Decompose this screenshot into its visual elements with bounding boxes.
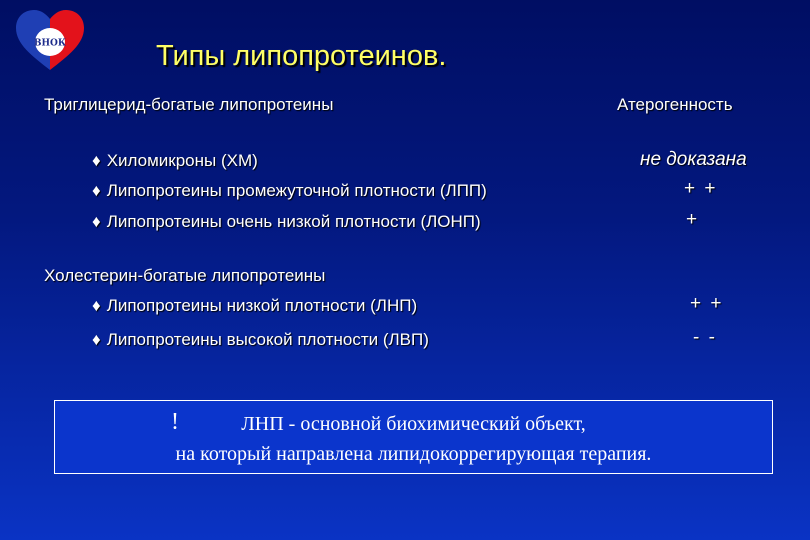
atherogenicity-value-chylomicrons: не доказана (640, 149, 747, 170)
atherogenicity-column-heading: Атерогенность (617, 95, 733, 114)
list-item-ldl (92, 296, 417, 316)
exclamation-mark: ! (171, 409, 179, 435)
item-label: Липопротеины низкой плотности (ЛНП) (106, 296, 418, 315)
atherogenicity-value-idl: + + (684, 178, 718, 199)
diamond-bullet-icon: ♦ (92, 151, 101, 170)
item-label: Липопротеины высокой плотности (ЛВП) (106, 330, 429, 349)
diamond-bullet-icon: ♦ (92, 212, 101, 231)
atherogenicity-value-vldl: + (686, 209, 700, 230)
note-line-2: на который направлена липидокоррегирующая терапия. (175, 443, 652, 465)
list-item-hdl (92, 330, 429, 350)
cholesterol-section-heading: Холестерин-богатые липопротеины (44, 266, 326, 285)
list-item-vldl (92, 212, 481, 232)
diamond-bullet-icon: ♦ (92, 330, 101, 349)
diamond-bullet-icon: ♦ (92, 181, 101, 200)
slide-title: Типы липопротеинов. (156, 40, 447, 72)
atherogenicity-value-ldl: + + (690, 293, 724, 314)
item-label: Хиломикроны (ХМ) (106, 151, 258, 170)
triglyceride-section-heading: Триглицерид-богатые липопротеины (44, 95, 334, 114)
atherogenicity-value-hdl: - - (693, 327, 717, 348)
item-label: Липопротеины очень низкой плотности (ЛОНП) (106, 212, 481, 231)
list-item-idl (92, 181, 487, 201)
note-line-1: ЛНП - основной биохимический объект, (241, 413, 586, 435)
item-label: Липопротеины промежуточной плотности (ЛПП) (106, 181, 487, 200)
diamond-bullet-icon: ♦ (92, 296, 101, 315)
vnok-heart-logo (12, 8, 88, 74)
logo-text: ВНОК (33, 38, 67, 49)
list-item-chylomicrons (92, 151, 258, 171)
ldl-note-box (54, 400, 773, 474)
